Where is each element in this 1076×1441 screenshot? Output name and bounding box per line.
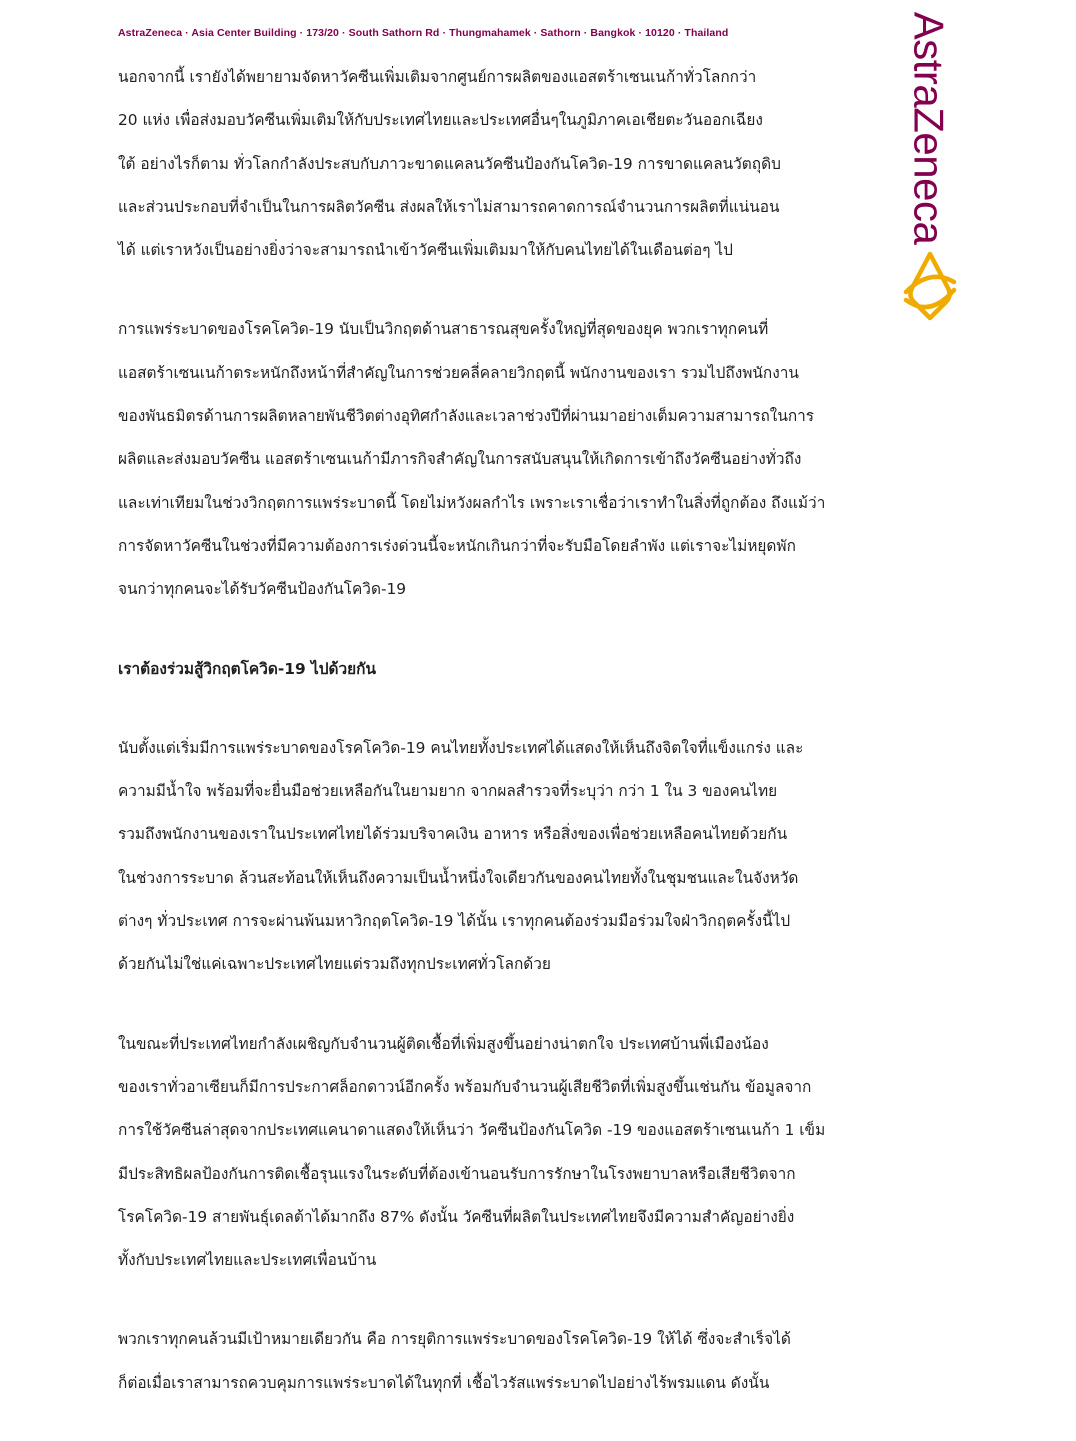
letterhead-address: AstraZeneca · Asia Center Building · 173/20 · South Sathorn Rd · Thungmahamek · Sathorn · Bangkok · 10120 · Thailand xyxy=(118,27,729,39)
paragraph-line: นอกจากนี้ เรายังได้พยายามจัดหาวัคซีนเพิ่มเติมจากศูนย์การผลิตของแอสตร้าเซนเนก้าทั่วโลกกว่า xyxy=(118,68,757,86)
letter-body xyxy=(118,56,924,1441)
paragraph-5 xyxy=(118,1318,924,1405)
paragraph-line: ในขณะที่ประเทศไทยกำลังเผชิญกับจำนวนผู้ติดเชื้อที่เพิ่มสูงขึ้นอย่างน่าตกใจ ประเทศบ้านพี่เมืองน้อง xyxy=(118,1034,769,1053)
paragraph-line: การจัดหาวัคซีนในช่วงที่มีความต้องการเร่งด่วนนี้จะหนักเกินกว่าที่จะรับมือโดยลำพัง แต่เราจะไม่หยุดพัก xyxy=(118,536,796,555)
section-heading: เราต้องร่วมสู้วิกฤตโควิด-19 ไปด้วยกัน xyxy=(118,659,377,678)
astrazeneca-wordmark-text: AstraZeneca xyxy=(905,11,952,245)
paragraph-line: ของพันธมิตรด้านการผลิตหลายพันชีวิตต่างอุทิศกำลังและเวลาช่วงปีที่ผ่านมาอย่างเต็มความสามารถในการ xyxy=(118,407,815,426)
paragraph-line: ใต้ อย่างไรก็ตาม ทั่วโลกกำลังประสบกับภาวะขาดแคลนวัคซีนป้องกันโควิด-19 การขาดแคลนวัตถุดิบ xyxy=(118,154,781,173)
paragraph-line: การแพร่ระบาดของโรคโควิด-19 นับเป็นวิกฤตด้านสาธารณสุขครั้งใหญ่ที่สุดของยุค พวกเราทุกคนที่ xyxy=(118,320,769,339)
paragraph-2 xyxy=(118,308,924,611)
paragraph-line: จนกว่าทุกคนจะได้รับวัคซีนป้องกันโควิด-19 xyxy=(118,580,407,599)
paragraph-line: ความมีน้ำใจ พร้อมที่จะยื่นมือช่วยเหลือกันในยามยาก จากผลสำรวจที่ระบุว่า กว่า 1 ใน 3 ของคนไทย xyxy=(118,782,778,801)
paragraph-line: และเท่าเทียมในช่วงวิกฤตการแพร่ระบาดนี้ โดยไม่หวังผลกำไร เพราะเราเชื่อว่าเราทำในสิ่งที่ถูกต้อง ถึงแม้ว่า xyxy=(118,493,826,512)
paragraph-1 xyxy=(118,56,924,272)
paragraph-line: โรคโควิด-19 สายพันธุ์เดลต้าได้มากถึง 87% ดังนั้น วัคซีนที่ผลิตในประเทศไทยจึงมีความสำคัญอย่างยิ่ง xyxy=(118,1207,795,1226)
paragraph-line: พวกเราทุกคนล้วนมีเป้าหมายเดียวกัน คือ การยุติการแพร่ระบาดของโรคโควิด-19 ให้ได้ ซึ่งจะสำเร็จได้ xyxy=(118,1330,791,1349)
paragraph-line: ของเราทั่วอาเซียนก็มีการประกาศล็อกดาวน์อีกครั้ง พร้อมกับจำนวนผู้เสียชีวิตที่เพิ่มสูงขึ้นเช่นกัน ข้อมูลจาก xyxy=(118,1077,812,1096)
paragraph-4 xyxy=(118,1023,924,1283)
paragraph-line: ได้ แต่เราหวังเป็นอย่างยิ่งว่าจะสามารถนำเข้าวัคซีนเพิ่มเติมมาให้กับคนไทยได้ในเดือนต่อๆ ไป xyxy=(118,241,733,260)
paragraph-line: ก็ต่อเมื่อเราสามารถควบคุมการแพร่ระบาดได้ในทุกที่ เชื้อไวรัสแพร่ระบาดไปอย่างไร้พรมแดน ดังนั้น xyxy=(118,1373,770,1392)
paragraph-line: ทั้งกับประเทศไทยและประเทศเพื่อนบ้าน xyxy=(118,1251,377,1270)
paragraph-line: แอสตร้าเซนเนก้าตระหนักถึงหน้าที่สำคัญในการช่วยคลี่คลายวิกฤตนี้ พนักงานของเรา รวมไปถึงพนักงาน xyxy=(118,363,799,382)
paragraph-line: นับตั้งแต่เริ่มมีการแพร่ระบาดของโรคโควิด-19 คนไทยทั้งประเทศได้แสดงให้เห็นถึงจิตใจที่แข็งแกร่ง และ xyxy=(118,738,804,757)
paragraph-line: ด้วยกันไม่ใช่แค่เฉพาะประเทศไทยแต่รวมถึงทุกประเทศทั่วโลกด้วย xyxy=(118,955,551,974)
paragraph-line: มีประสิทธิผลป้องกันการติดเชื้อรุนแรงในระดับที่ต้องเข้านอนรับการรักษาในโรงพยาบาลหรือเสียชีวิตจาก xyxy=(118,1164,796,1183)
paragraph-line: ในช่วงการระบาด ล้วนสะท้อนให้เห็นถึงความเป็นน้ำหนึ่งใจเดียวกันของคนไทยทั้งในชุมชนและในจังหวัด xyxy=(118,868,799,887)
paragraph-3 xyxy=(118,727,924,987)
paragraph-line: ต่างๆ ทั่วประเทศ การจะผ่านพ้นมหาวิกฤตโควิด-19 ได้นั้น เราทุกคนต้องร่วมมือร่วมใจฝ่าวิกฤตครั้งนี้ไป xyxy=(118,912,791,931)
paragraph-line: การใช้วัคซีนล่าสุดจากประเทศแคนาดาแสดงให้เห็นว่า วัคซีนป้องกันโควิด -19 ของแอสตร้าเซนเนก้า 1 เข็ม xyxy=(118,1121,826,1140)
paragraph-line: 20 แห่ง เพื่อส่งมอบวัคซีนเพิ่มเติมให้กับประเทศไทยและประเทศอื่นๆในภูมิภาคเอเชียตะวันออกเฉียง xyxy=(118,111,763,130)
paragraph-line: รวมถึงพนักงานของเราในประเทศไทยได้ร่วมบริจาคเงิน อาหาร หรือสิ่งของเพื่อช่วยเหลือคนไทยด้วยกัน xyxy=(118,825,788,844)
paragraph-line: และส่วนประกอบที่จำเป็นในการผลิตวัคซีน ส่งผลให้เราไม่สามารถคาดการณ์จำนวนการผลิตที่แน่นอน xyxy=(118,197,780,216)
paragraph-line: ผลิตและส่งมอบวัคซีน แอสตร้าเซนเนก้ามีภารกิจสำคัญในการสนับสนุนให้เกิดการเข้าถึงวัคซีนอย่างทั่วถึง xyxy=(118,450,802,469)
